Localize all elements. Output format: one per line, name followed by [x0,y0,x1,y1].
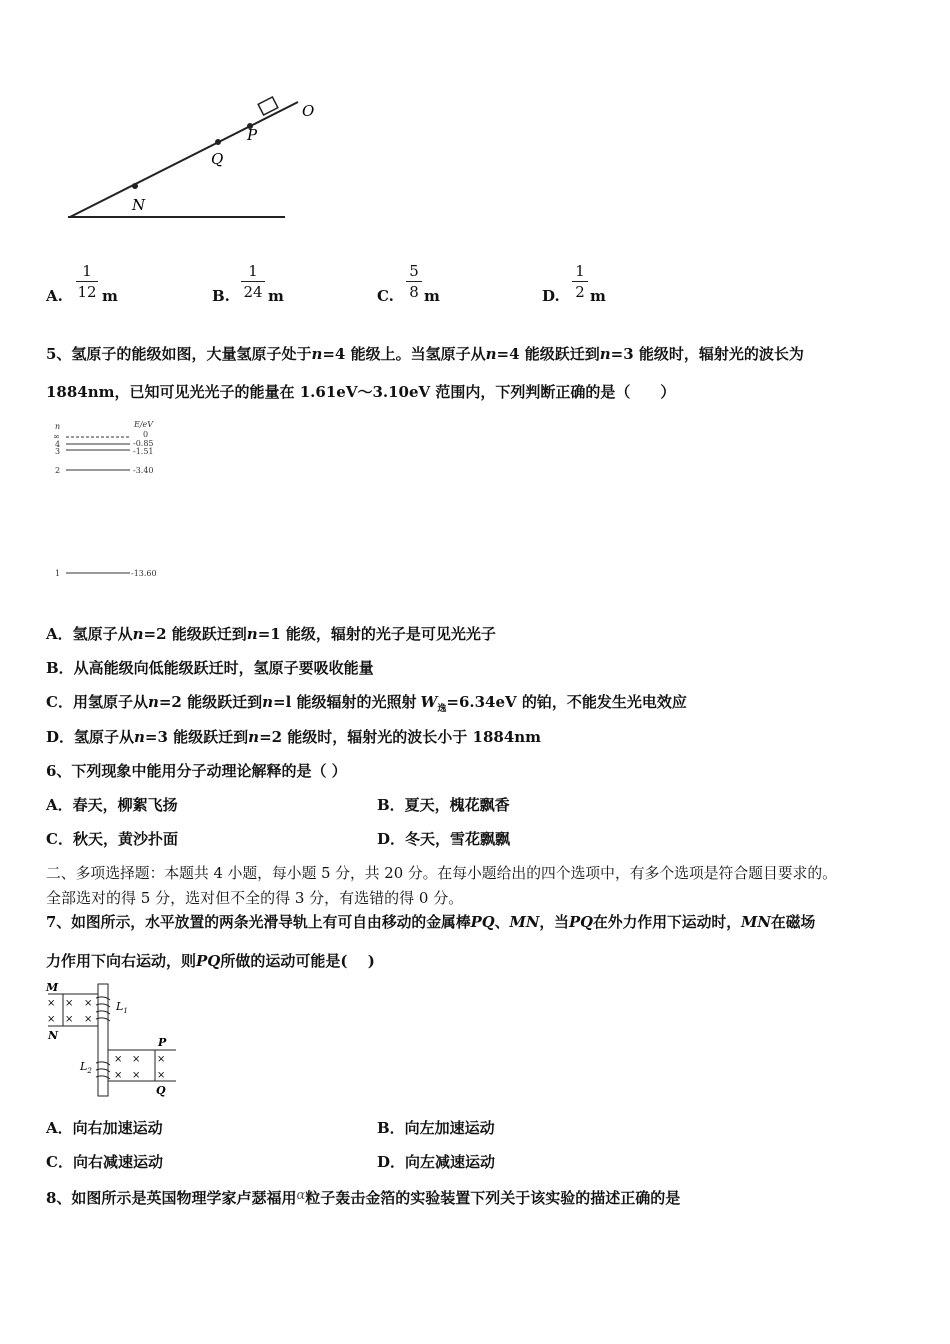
q4-option-b-label: B. [212,287,230,305]
level-n-1: 1 [55,569,61,578]
label-q: Q [211,150,224,168]
q7-stem-line2 [46,951,375,971]
denominator: 12 [77,283,97,301]
q4-option-d-label: D. [542,287,560,305]
level-e-3: -1.51 [133,447,154,456]
var-mn: MN [509,914,540,931]
var-n: n [134,728,145,746]
label-l2: $L_2$ [80,1060,92,1075]
subscript: 逸 [437,704,447,714]
field-cross: × [132,1070,141,1081]
q5-option-a [46,624,496,644]
var-n: n [246,625,258,643]
q5-stem-line1 [46,344,804,364]
text: =2 能级跃迁到 [158,693,263,711]
fraction-bar [406,281,422,282]
q6-option-c: C．秋天，黄沙扑面 [46,830,178,848]
var-w: W [420,693,438,711]
level-e-2: -3.40 [133,466,154,475]
section2-intro-line2: 全部选对的得 5 分，选对但不全的得 3 分，有选错的得 0 分。 [46,889,464,907]
q4-option-d-fraction [572,262,588,301]
text: 所做的运动可能是( ) [220,952,375,970]
level-e-inf: 0 [143,430,149,439]
q8-stem [46,1186,680,1208]
text: 在磁场 [770,914,816,931]
level-e-1: -13.60 [131,569,157,578]
field-cross: × [65,998,74,1009]
field-cross: × [47,1014,56,1025]
field-cross: × [157,1070,166,1081]
incline-block [258,97,278,115]
text: =2 能级时，辐射光的波长小于 1884nm [259,728,542,746]
field-cross: × [65,1014,74,1025]
q7-option-b: B．向左加速运动 [377,1119,495,1137]
text: =2 能级跃迁到 [143,625,247,643]
level-e-4: -0.85 [133,439,154,448]
q4-option-a-unit: m [102,287,118,305]
q6-option-a: A．春天，柳絮飞扬 [46,796,178,814]
field-cross: × [47,998,56,1009]
var-n: n [311,345,323,363]
q4-option-b-unit: m [268,287,284,305]
numerator: 1 [575,262,585,280]
label-m: M [46,981,59,994]
text: 7、如图所示，水平放置的两条光滑导轨上有可自由移动的金属棒 [46,914,471,931]
field-cross: × [84,998,93,1009]
numerator: 1 [248,262,258,280]
denominator: 8 [409,283,419,301]
var-n: n [262,693,273,711]
axis-e-label: E/eV [134,420,154,429]
text: =4 能级上。当氢原子从 [322,345,486,363]
denominator: 24 [243,283,263,301]
label-p: P [158,1036,167,1049]
text: D．氢原子从 [46,728,135,746]
label-l1: $L_1$ [116,1000,128,1015]
var-mn: MN [741,914,771,931]
var-pq: PQ [568,914,594,931]
incline-slope [70,102,298,217]
text: =3 能级时，辐射光的波长为 [610,345,804,363]
fraction-bar [572,281,588,282]
denominator: 2 [575,283,585,301]
label-p: P [247,126,258,144]
var-n: n [147,693,159,711]
text: ，当 [539,914,569,931]
q4-option-d-unit: m [590,287,606,305]
text: =1 能级，辐射的光子是可见光光子 [257,625,496,643]
text: 粒子轰击金箔的实验装置下列关于该实验的描述正确的是 [305,1189,681,1207]
q7-option-d: D．向左减速运动 [377,1153,496,1171]
point-n [132,183,138,189]
field-cross: × [114,1054,123,1065]
numerator: 5 [409,262,419,280]
field-cross: × [114,1070,123,1081]
text: C．用氢原子从 [46,693,148,711]
label-n: N [132,196,146,214]
fraction-bar [241,281,265,282]
q6-option-d: D．冬天，雪花飘飘 [377,830,511,848]
var-pq: PQ [196,952,221,970]
text: 力作用下向右运动，则 [46,952,197,970]
text: A．氢原子从 [46,625,133,643]
level-n-inf: ∞ [53,432,60,441]
text: =6.34eV 的铂，不能发生光电效应 [446,693,687,711]
text: 在外力作用下运动时， [593,914,741,931]
iron-core [98,984,108,1096]
q7-option-c: C．向右减速运动 [46,1153,163,1171]
field-cross: × [157,1054,166,1065]
q4-option-b-fraction [241,262,265,301]
q5-option-d [46,727,541,747]
text: =4 能级跃迁到 [496,345,600,363]
fraction-bar [76,281,98,282]
level-n-3: 3 [55,447,61,456]
text: 、 [494,914,510,931]
q6-option-b: B．夏天，槐花飘香 [377,796,510,814]
level-n-4: 4 [55,440,61,449]
text: 5、氢原子的能级如图，大量氢原子处于 [46,345,312,363]
rails-coil-figure [44,980,184,1100]
text: =3 能级跃迁到 [144,728,249,746]
field-cross: × [84,1014,93,1025]
q4-option-a-label: A. [46,287,63,305]
q5-option-b: B．从高能级向低能级跃迁时，氢原子要吸收能量 [46,659,374,677]
q6-stem: 6、下列现象中能用分子动理论解释的是（ ） [46,762,347,780]
var-n: n [248,728,260,746]
energy-level-diagram [50,418,170,584]
q4-option-a-fraction [76,262,98,301]
q5-option-c [46,692,687,719]
alpha-symbol: α [296,1188,306,1203]
var-n: n [485,345,497,363]
incline-figure [60,90,330,230]
q5-stem-line2: 1884nm，已知可见光光子的能量在 1.61eV～3.10eV 范围内，下列判断正确的是（ ） [46,383,676,401]
field-cross: × [132,1054,141,1065]
point-q [215,139,221,145]
q7-option-a: A．向右加速运动 [46,1119,163,1137]
label-o: O [302,102,315,120]
text: 8、如图所示是英国物理学家卢瑟福用 [46,1189,297,1207]
text: =l 能级辐射的光照射 [273,693,417,711]
section2-intro-line1: 二、多项选择题：本题共 4 小题，每小题 5 分，共 20 分。在每小题给出的四个选项中，有多个选项是符合题目要求的。 [46,865,837,882]
var-n: n [599,345,611,363]
var-n: n [132,625,144,643]
q4-option-c-fraction [406,262,422,301]
numerator: 1 [82,262,92,280]
q7-stem-line1 [46,913,815,933]
q4-option-c-unit: m [424,287,440,305]
label-n: N [48,1029,59,1042]
var-pq: PQ [470,914,495,931]
axis-n-label: n [55,422,61,431]
level-n-2: 2 [55,466,61,475]
label-q: Q [156,1084,166,1097]
q4-option-c-label: C. [377,287,394,305]
